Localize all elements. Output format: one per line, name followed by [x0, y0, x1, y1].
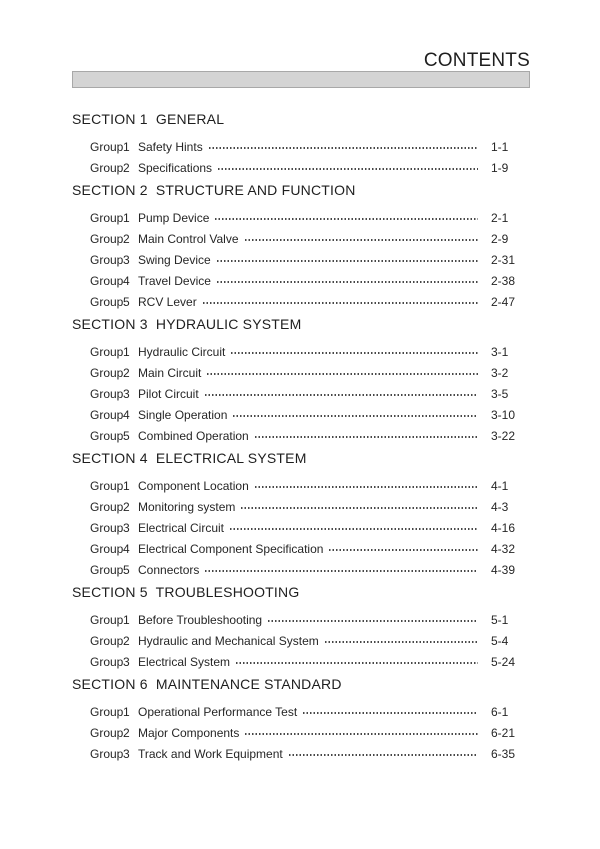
group-number: 1	[123, 613, 130, 627]
toc-entry	[90, 162, 530, 174]
dot-leader	[325, 641, 478, 643]
group-label: Group	[90, 429, 124, 443]
page-number: 3-2	[491, 366, 509, 380]
section-rows	[72, 141, 530, 174]
group-title: Component Location	[138, 479, 249, 493]
section-title: SECTION 1 GENERAL	[72, 111, 225, 127]
toc-entry	[90, 706, 530, 718]
page-number: 5-1	[491, 613, 509, 627]
dot-leader	[207, 373, 478, 375]
dot-leader	[215, 218, 478, 220]
toc-entry	[90, 254, 530, 266]
group-label: Group	[90, 479, 124, 493]
toc-entry	[90, 430, 530, 442]
group-number: 3	[123, 521, 130, 535]
toc-entry	[90, 501, 530, 513]
section-title: SECTION 6 MAINTENANCE STANDARD	[72, 676, 342, 692]
dot-leader	[217, 281, 478, 283]
dot-leader	[230, 528, 478, 530]
dot-leader	[209, 147, 478, 149]
toc-section-2	[72, 184, 530, 308]
page-number: 2-31	[491, 253, 516, 267]
dot-leader	[218, 168, 478, 170]
toc-entry	[90, 233, 530, 245]
group-number: 3	[123, 387, 130, 401]
page-title: CONTENTS	[423, 50, 530, 71]
group-label: Group	[90, 747, 124, 761]
group-title: Electrical System	[138, 655, 231, 669]
toc-entry	[90, 614, 530, 626]
page-number: 6-35	[491, 747, 516, 761]
page-number: 1-1	[491, 140, 509, 154]
page-number: 3-22	[491, 429, 516, 443]
toc-entry	[90, 656, 530, 668]
group-number: 2	[123, 500, 130, 514]
page-number: 5-24	[491, 655, 516, 669]
group-number: 2	[123, 726, 130, 740]
toc-entry	[90, 564, 530, 576]
toc-entry	[90, 212, 530, 224]
dot-leader	[245, 733, 478, 735]
toc-section-3	[72, 318, 530, 442]
group-title: Combined Operation	[138, 429, 249, 443]
toc-entry	[90, 346, 530, 358]
group-label: Group	[90, 211, 124, 225]
page-number: 4-39	[491, 563, 516, 577]
page-content	[72, 0, 530, 760]
toc-section-4	[72, 452, 530, 576]
group-label: Group	[90, 705, 124, 719]
group-title: Swing Device	[138, 253, 211, 267]
group-label: Group	[90, 542, 124, 556]
group-title: Monitoring system	[138, 500, 236, 514]
group-label: Group	[90, 387, 124, 401]
page-number: 4-32	[491, 542, 516, 556]
group-title: Hydraulic Circuit	[138, 345, 226, 359]
group-number: 1	[123, 140, 130, 154]
dot-leader	[233, 415, 478, 417]
section-rows	[72, 346, 530, 442]
section-rows	[72, 212, 530, 308]
table-of-contents	[72, 113, 530, 760]
group-number: 4	[123, 274, 130, 288]
group-number: 5	[123, 563, 130, 577]
group-title: Electrical Circuit	[138, 521, 225, 535]
group-label: Group	[90, 563, 124, 577]
section-title: SECTION 4 ELECTRICAL SYSTEM	[72, 450, 307, 466]
group-label: Group	[90, 345, 124, 359]
group-title: Single Operation	[138, 408, 228, 422]
page-number: 5-4	[491, 634, 509, 648]
group-label: Group	[90, 521, 124, 535]
toc-entry	[90, 635, 530, 647]
group-label: Group	[90, 726, 124, 740]
page-number: 4-1	[491, 479, 509, 493]
group-title: RCV Lever	[138, 295, 197, 309]
page-number: 6-1	[491, 705, 509, 719]
group-title: Main Control Valve	[138, 232, 239, 246]
group-number: 2	[123, 161, 130, 175]
dot-leader	[289, 754, 478, 756]
group-number: 2	[123, 634, 130, 648]
group-label: Group	[90, 613, 124, 627]
toc-section-6	[72, 678, 530, 760]
page-number: 2-47	[491, 295, 516, 309]
group-number: 3	[123, 253, 130, 267]
group-number: 4	[123, 408, 130, 422]
group-title: Operational Performance Test	[138, 705, 298, 719]
group-label: Group	[90, 408, 124, 422]
group-title: Travel Device	[138, 274, 211, 288]
group-label: Group	[90, 274, 124, 288]
group-number: 2	[123, 366, 130, 380]
group-title: Track and Work Equipment	[138, 747, 283, 761]
group-title: Hydraulic and Mechanical System	[138, 634, 319, 648]
toc-entry	[90, 275, 530, 287]
section-title: SECTION 5 TROUBLESHOOTING	[72, 584, 300, 600]
page-number: 3-5	[491, 387, 509, 401]
group-title: Pump Device	[138, 211, 210, 225]
toc-entry	[90, 748, 530, 760]
title-divider-bar	[72, 71, 530, 88]
group-number: 1	[123, 705, 130, 719]
page-number: 2-9	[491, 232, 509, 246]
toc-entry	[90, 543, 530, 555]
group-label: Group	[90, 253, 124, 267]
toc-entry	[90, 388, 530, 400]
toc-entry	[90, 367, 530, 379]
dot-leader	[268, 620, 478, 622]
section-rows	[72, 614, 530, 668]
group-label: Group	[90, 295, 124, 309]
group-label: Group	[90, 634, 124, 648]
dot-leader	[231, 352, 478, 354]
group-number: 2	[123, 232, 130, 246]
section-title: SECTION 2 STRUCTURE AND FUNCTION	[72, 182, 356, 198]
group-number: 3	[123, 747, 130, 761]
group-title: Before Troubleshooting	[138, 613, 263, 627]
group-label: Group	[90, 161, 124, 175]
dot-leader	[255, 436, 478, 438]
page-number: 1-9	[491, 161, 509, 175]
dot-leader	[236, 662, 478, 664]
group-number: 1	[123, 479, 130, 493]
dot-leader	[241, 507, 478, 509]
toc-section-5	[72, 586, 530, 668]
group-label: Group	[90, 366, 124, 380]
page-number: 6-21	[491, 726, 516, 740]
dot-leader	[255, 486, 478, 488]
dot-leader	[245, 239, 479, 241]
page-number: 4-16	[491, 521, 516, 535]
group-number: 5	[123, 295, 130, 309]
group-number: 4	[123, 542, 130, 556]
page-number: 2-1	[491, 211, 509, 225]
group-title: Electrical Component Specification	[138, 542, 324, 556]
group-title: Main Circuit	[138, 366, 202, 380]
group-label: Group	[90, 655, 124, 669]
group-number: 1	[123, 211, 130, 225]
group-title: Major Components	[138, 726, 240, 740]
group-title: Pilot Circuit	[138, 387, 199, 401]
dot-leader	[303, 712, 478, 714]
page-number: 3-10	[491, 408, 516, 422]
group-label: Group	[90, 500, 124, 514]
page-number: 2-38	[491, 274, 516, 288]
toc-entry	[90, 727, 530, 739]
group-label: Group	[90, 140, 124, 154]
group-number: 1	[123, 345, 130, 359]
dot-leader	[203, 302, 478, 304]
toc-section-1	[72, 113, 530, 174]
group-title: Connectors	[138, 563, 200, 577]
section-title: SECTION 3 HYDRAULIC SYSTEM	[72, 316, 302, 332]
section-rows	[72, 706, 530, 760]
dot-leader	[329, 549, 478, 551]
group-number: 5	[123, 429, 130, 443]
group-label: Group	[90, 232, 124, 246]
group-title: Specifications	[138, 161, 213, 175]
page-number: 3-1	[491, 345, 509, 359]
dot-leader	[217, 260, 478, 262]
toc-entry	[90, 480, 530, 492]
dot-leader	[205, 570, 478, 572]
group-title: Safety Hints	[138, 140, 203, 154]
dot-leader	[205, 394, 478, 396]
section-rows	[72, 480, 530, 576]
toc-entry	[90, 409, 530, 421]
toc-entry	[90, 296, 530, 308]
group-number: 3	[123, 655, 130, 669]
toc-entry	[90, 522, 530, 534]
toc-entry	[90, 141, 530, 153]
page-number: 4-3	[491, 500, 509, 514]
